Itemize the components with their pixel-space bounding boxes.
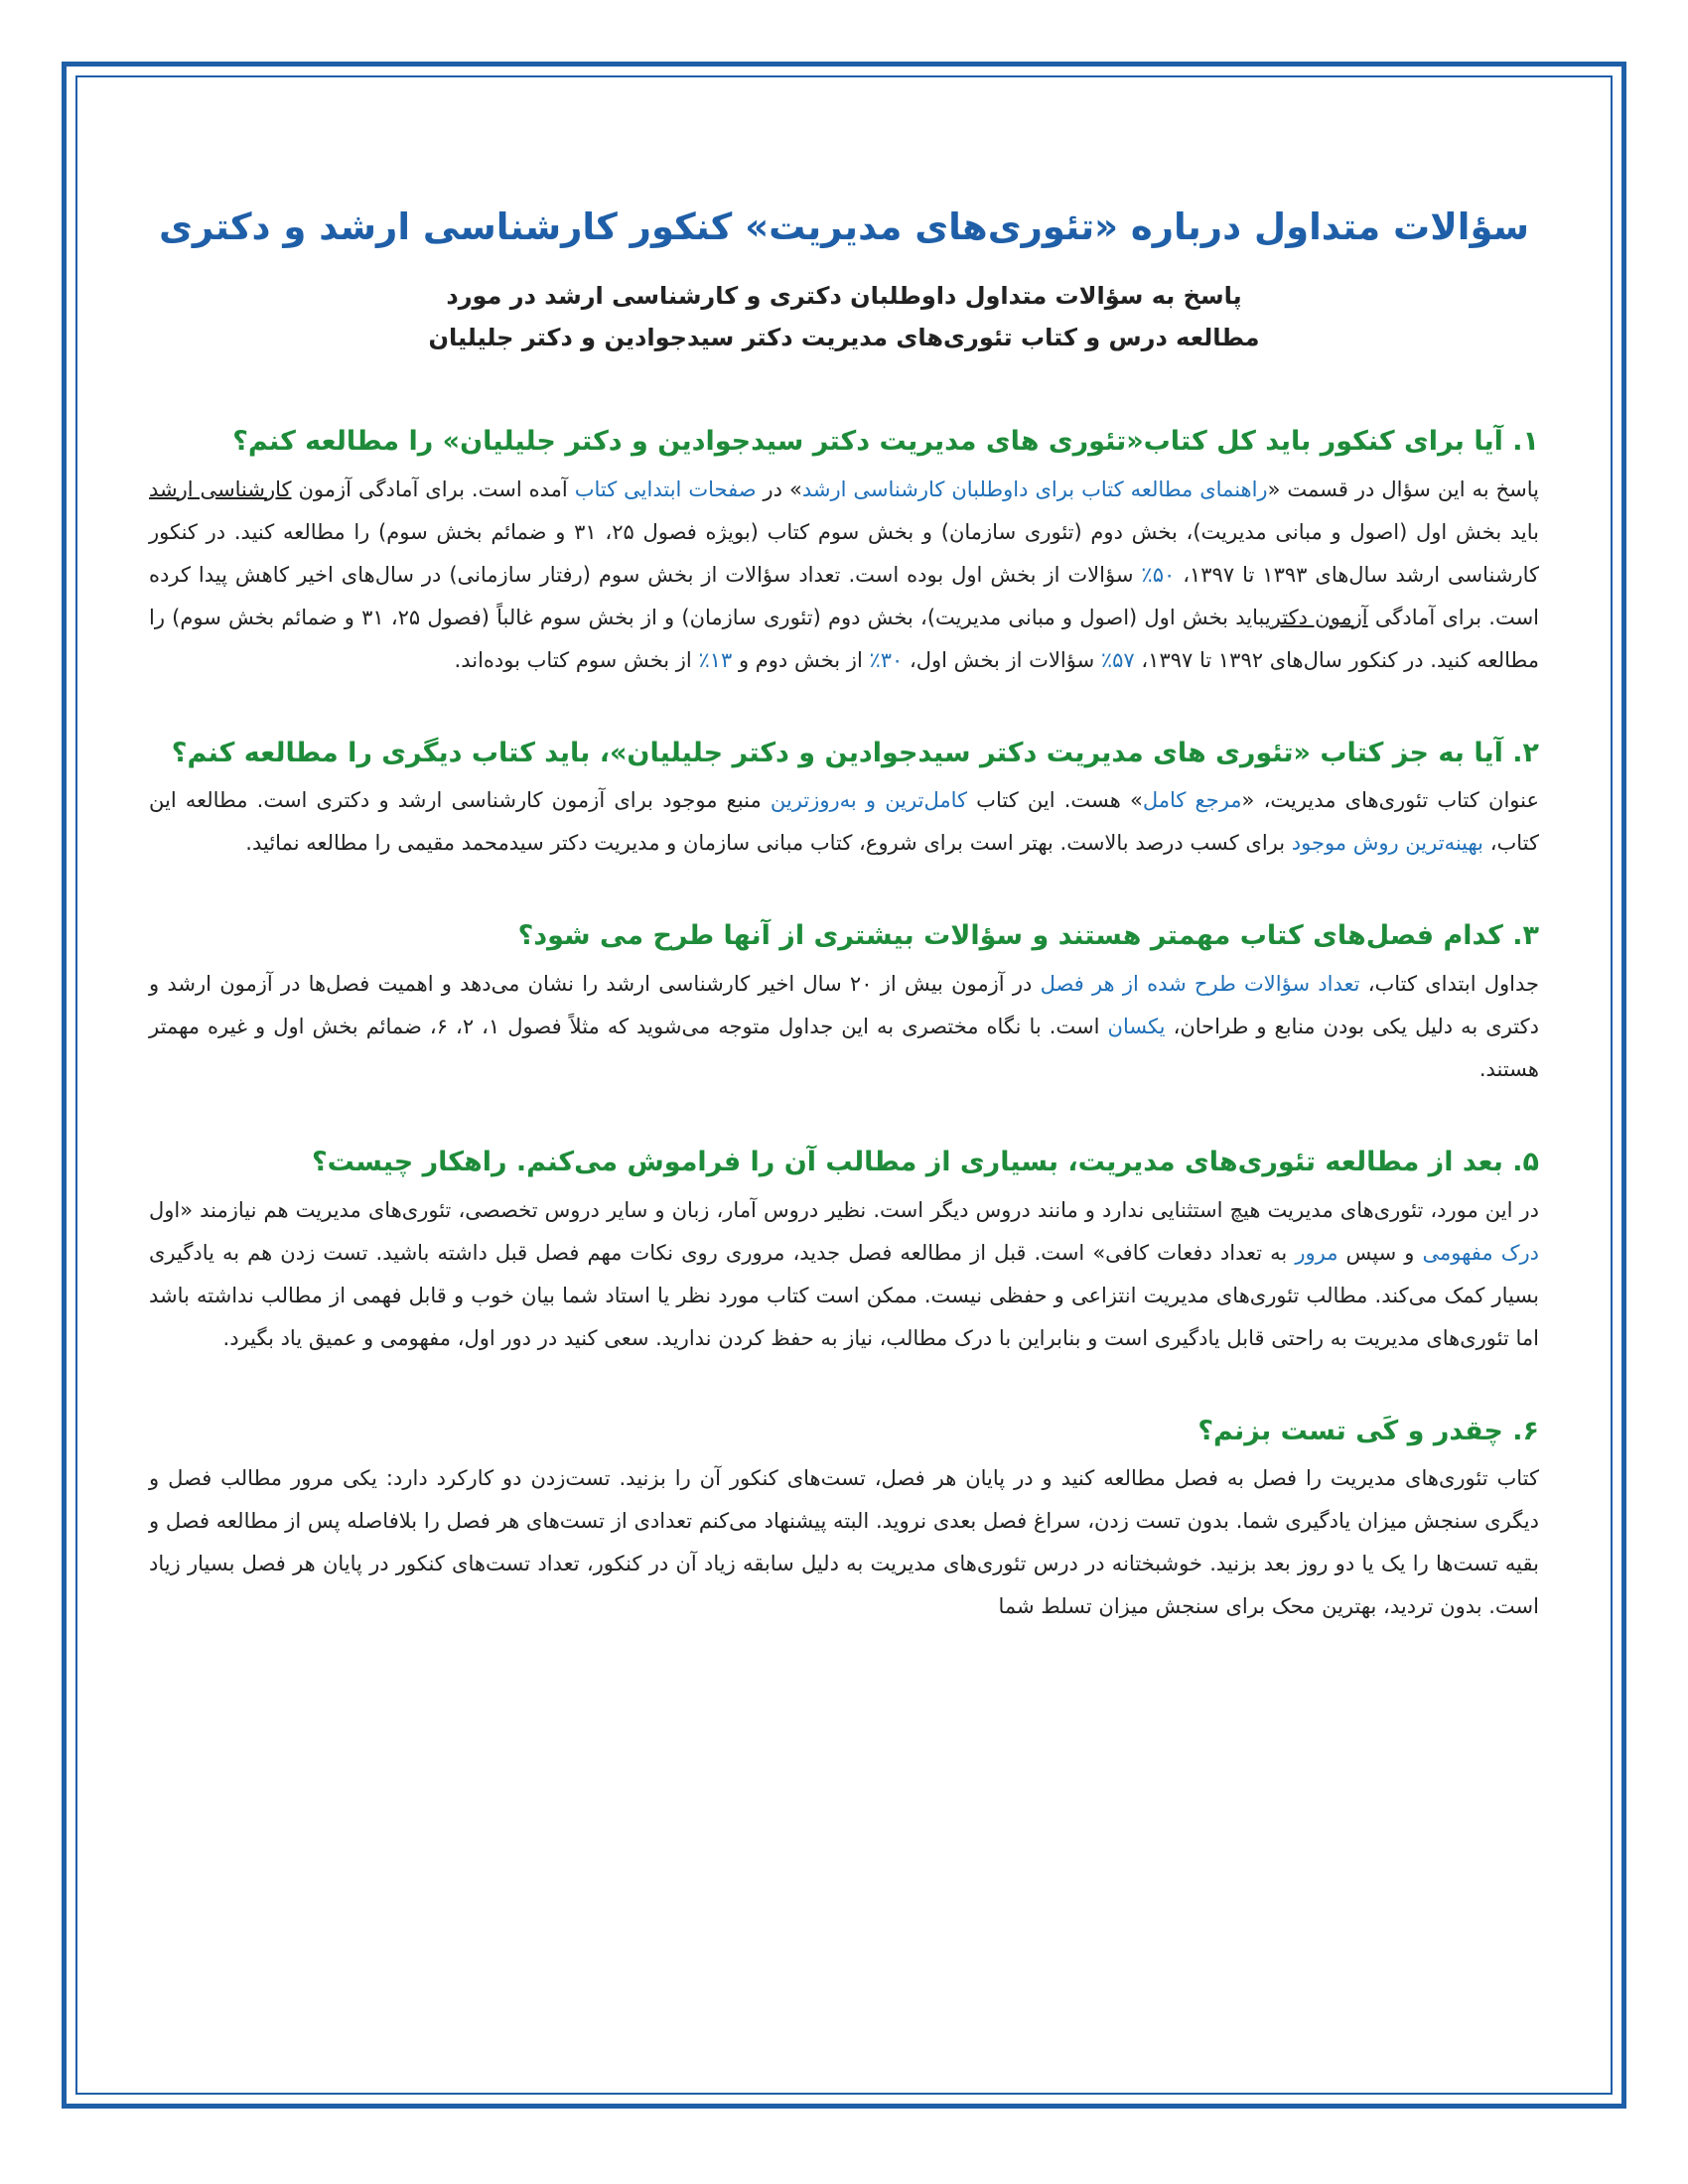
answer-text: برای کسب درصد بالاست. بهتر است برای شروع، کتاب مبانی سازمان و مدیریت دکتر سیدمحمد مقیمی را مطالعه نمائید. [245,831,1292,856]
highlight-text: مرور [1295,1240,1338,1265]
faq-section-6 [149,1412,1539,1629]
answer-text: » هست. این کتاب [967,788,1143,813]
highlight-percent: ۵۰٪ [1141,562,1176,587]
answer-5-paragraph [149,1189,1539,1360]
faq-section-5 [149,1143,1539,1360]
answer-text: آمده است. برای آمادگی آزمون [291,477,575,501]
question-3-heading: ۳. کدام فصل‌های کتاب مهمتر هستند و سؤالات بیشتری از آنها طرح می شود؟ [517,920,1539,952]
faq-section-2 [149,734,1539,866]
answer-text: کتاب تئوری‌های مدیریت را فصل به فصل مطالعه کنید و در پایان هر فصل، تست‌های کنکور آن را بزنید. تست‌زدن دو کارکرد دارد: یکی مرور مطالب فصل و دیگری سنجش میزان یادگیری شما. بدون تست زدن، سراغ فصل بعدی نروید. البته پیشنهاد می‌کنم تعدادی از تست‌های هر فصل را بلافاصله پس از مطالعه فصل و بقیه تست‌ها را یک یا دو روز بعد بزنید. خوشبختانه در درس تئوری‌های مدیریت به دلیل سابقه زیاد آن در کنکور، تعداد تست‌های کنکور در پایان هر فصل بسیار زیاد است. بدون تردید، بهترین محک برای سنجش میزان تسلط شما [149,1466,1539,1619]
answer-text: باید بخش اول (اصول و مبانی مدیریت)، بخش دوم (تئوری سازمان) و از بخش سوم غالباً (فصول ۲۵، ۳۱ و ضمائم بخش سوم) را مطالعه کنید. در کنکور سال‌های ۱۳۹۲ تا ۱۳۹۷، [149,605,1539,672]
answer-text: باید بخش اول (اصول و مبانی مدیریت)، بخش دوم (تئوری سازمان) و بخش سوم کتاب (بویژه فصول ۲۵، ۳۱ و ضمائم بخش سوم) را مطالعه کنید. در کنکور کارشناسی ارشد سال‌های ۱۳۹۳ تا ۱۳۹۷، [149,519,1540,587]
highlight-text: صفحات ابتدایی کتاب [574,477,757,501]
highlight-text: کامل‌ترین و به‌روزترین [770,788,968,813]
question-2-heading: ۲. آیا به جز کتاب «تئوری های مدیریت دکتر سیدجوادین و دکتر جلیلیان»، باید کتاب دیگری را مطالعه کنم؟ [171,737,1539,768]
answer-1-paragraph [149,469,1539,682]
page-title: سؤالات متداول درباره «تئوری‌های مدیریت» کنکور کارشناسی ارشد و دکتری [158,205,1530,248]
document-body [149,204,1539,1628]
answer-text: سؤالات از بخش اول، [903,647,1101,672]
answer-text: در آزمون بیش از ۲۰ سال اخیر کارشناسی ارشد را نشان می‌دهد و اهمیت فصل‌ها در آزمون ارشد و دکتری به دلیل یکی بودن منابع و طراحان، [149,971,1539,1038]
answer-text: است. با نگاه مختصری به این جداول متوجه می‌شوید که مثلاً فصول ۱، ۲، ۶، ضمائم بخش اول و غیره مهمتر هستند. [149,1014,1539,1082]
faq-section-3 [149,916,1539,1091]
subtitle-line-2: مطالعه درس و کتاب تئوری‌های مدیریت دکتر سیدجوادین و دکتر جلیلیان [428,324,1260,352]
answer-text: به تعداد دفعات کافی» است. قبل از مطالعه فصل جدید، مروری روی نکات مهم فصل قبل داشته باشید. تست زدن هم به یادگیری بسیار کمک می‌کند. مطالب تئوری‌های مدیریت انتزاعی و حفظی نیست. ممکن است کتاب مورد نظر یا استاد شما بیان خوب و قابل فهمی از مطالب نداشته باشد اما تئوری‌های مدیریت به راحتی قابل یادگیری است و بنابراین با درک مطالب، نیاز به حفظ کردن ندارید. سعی کنید در دور اول، مفهومی و عمیق یاد بگیرد. [149,1240,1539,1350]
highlight-text: درک مفهومی [1422,1240,1540,1265]
faq-section-1 [149,422,1539,682]
highlight-text: یکسان [1107,1014,1166,1038]
question-6-heading: ۶. چقدر و کَی تست بزنم؟ [1197,1415,1539,1446]
highlight-percent: ۳۰٪ [869,647,904,672]
answer-text: از بخش سوم کتاب بوده‌اند. [454,647,699,672]
answer-text: سؤالات از بخش اول بوده است. تعداد سؤالات از بخش سوم (رفتار سازمانی) در سال‌های اخیر کاهش پیدا کرده است. برای آمادگی [149,562,1539,629]
question-1-heading: ۱. آیا برای کنکور باید کل کتاب«تئوری های مدیریت دکتر سیدجوادین و دکتر جلیلیان» را مطالعه کنم؟ [232,426,1539,458]
answer-text: پاسخ به این سؤال در قسمت « [1267,477,1539,501]
question-5-heading: ۵. بعد از مطالعه تئوری‌های مدیریت، بسیاری از مطالب آن را فراموش می‌کنم. راهکار چیست؟ [312,1147,1539,1178]
answer-text: جداول ابتدای کتاب، [1359,971,1540,996]
highlight-text: مرجع کامل [1142,788,1242,813]
answer-2-paragraph [149,779,1539,865]
underlined-text: آزمون دکتری [1264,605,1368,629]
highlight-text: بهینه‌ترین روش موجود [1291,831,1484,856]
subtitle-line-1: پاسخ به سؤالات متداول داوطلبان دکتری و کارشناسی ارشد در مورد [446,282,1242,311]
highlight-percent: ۵۷٪ [1100,647,1135,672]
underlined-text: کارشناسی ارشد [149,477,292,501]
answer-3-paragraph [149,963,1539,1091]
answer-text: و سپس [1337,1240,1423,1265]
answer-text: عنوان کتاب تئوری‌های مدیریت، « [1241,788,1540,813]
answer-text: از بخش دوم و [732,647,870,672]
answer-text: در این مورد، تئوری‌های مدیریت هیچ استثنایی ندارد و مانند دروس دیگر است. نظیر دروس آمار، زبان و سایر دروس تخصصی، تئوری‌های مدیریت هم نیازمند «اول [149,1197,1539,1222]
answer-6-paragraph [149,1457,1539,1628]
answer-text: منبع موجود برای آزمون کارشناسی ارشد و دکتری است. مطالعه این کتاب، [149,788,1539,856]
highlight-text: تعداد سؤالات طرح شده از هر فصل [1040,971,1360,996]
highlight-text: راهنمای مطالعه کتاب برای داوطلبان کارشناسی ارشد [801,477,1268,501]
answer-text: » در [756,477,802,501]
highlight-percent: ۱۳٪ [698,647,733,672]
